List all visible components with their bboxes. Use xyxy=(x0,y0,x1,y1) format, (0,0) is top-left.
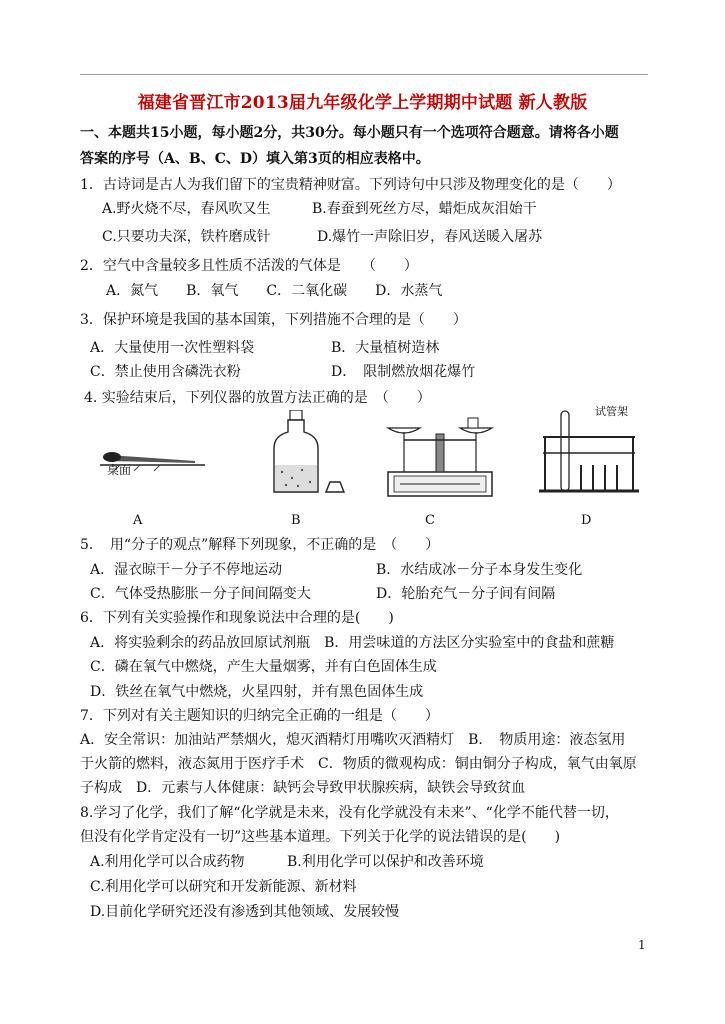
q7-stem: 7．下列对有关主题知识的归纳完全正确的一组是（ ） xyxy=(80,708,439,724)
q5-option-d: D．轮胎充气－分子间有间隔 xyxy=(376,586,556,602)
figure-label-c: C xyxy=(425,513,435,528)
q3-stem: 3．保护环境是我国的基本国策，下列措施不合理的是（ ） xyxy=(80,312,467,328)
q5-option-b: B．水结成冰－分子本身发生变化 xyxy=(376,562,583,578)
q5-option-c: C．气体受热膨胀－分子间间隔变大 xyxy=(90,586,311,602)
q7-line1: A．安全常识：加油站严禁烟火，熄灭酒精灯用嘴吹灭酒精灯 B． 物质用途：液态氢用 xyxy=(80,732,626,748)
q1-stem: 1．古诗词是古人为我们留下的宝贵精神财富。下列诗句中只涉及物理变化的是（ ） xyxy=(80,177,621,193)
q5-stem: 5． 用“分子的观点”解释下列现象，不正确的是 （ ） xyxy=(80,537,440,553)
q1-option-b: B.春蚕到死丝方尽，蜡炬成灰泪始干 xyxy=(312,201,537,217)
q1-option-c: C.只要功夫深，铁杵磨成针 xyxy=(102,229,271,245)
q7-line2: 于火箭的燃料，液态氮用于医疗手术 C．物质的微观构成：铜由铜分子构成，氧气由氧原 xyxy=(80,756,637,772)
figure-a-table-label: 桌面 xyxy=(107,463,132,477)
q2-stem: 2．空气中含量较多且性质不活泼的气体是 （ ） xyxy=(80,258,418,274)
q3-option-d: D． 限制燃放烟花爆竹 xyxy=(331,364,476,380)
figure-label-b: B xyxy=(291,513,301,528)
figure-d-test-tube-rack xyxy=(535,405,645,500)
figure-label-a: A xyxy=(133,513,143,528)
q8-line1: 8.学习了化学，我们了解“化学就是未来，没有化学就没有未来”、“化学不能代替一切， xyxy=(80,805,619,821)
section-instructions-line2: 答案的序号（A、B、C、D）填入第3页的相应表格中。 xyxy=(80,151,430,167)
q7-line3: 子构成 D．元素与人体健康：缺钙会导致甲状腺疾病，缺铁会导致贫血 xyxy=(80,780,526,796)
q4-stem: 4. 实验结束后，下列仪器的放置方法正确的是 （ ） xyxy=(84,390,431,406)
header-rule xyxy=(80,74,648,75)
q8-option-a: A.利用化学可以合成药物 xyxy=(90,854,245,870)
q1-option-d: D.爆竹一声除旧岁，春风送暖入屠苏 xyxy=(317,229,543,245)
figure-d-rack-label: 试管架 xyxy=(595,405,628,418)
q6-stem: 6．下列有关实验操作和现象说法中合理的是( ) xyxy=(80,610,394,626)
section-instructions-line1: 一、本题共15小题，每小题2分，共30分。每小题只有一个选项符合题意。请将各小题 xyxy=(80,125,619,141)
q5-option-a: A．湿衣晾干－分子不停地运动 xyxy=(90,562,283,578)
q3-option-b: B．大量植树造林 xyxy=(331,340,440,356)
q2-options: A．氮气 B．氧气 C．二氧化碳 D．水蒸气 xyxy=(106,283,443,299)
q1-option-a: A.野火烧不尽，春风吹又生 xyxy=(102,201,271,217)
q8-line2: 但没有化学肯定没有一切”这些基本道理。下列关于化学的说法错误的是( ) xyxy=(80,829,561,845)
q6-option-d: D．铁丝在氧气中燃烧，火星四射，并有黑色固体生成 xyxy=(90,684,424,700)
page-title: 福建省晋江市2013届九年级化学上学期期中试题 新人教版 xyxy=(137,93,588,113)
figure-c-balance xyxy=(380,410,500,500)
figure-b-reagent-bottle xyxy=(270,410,350,500)
q8-option-c: C.利用化学可以研究和开发新能源、新材料 xyxy=(90,879,357,895)
q6-option-c: C．磷在氧气中燃烧，产生大量烟雾，并有白色固体生成 xyxy=(90,659,437,675)
q4-figures xyxy=(95,405,655,530)
q6-options-ab: A．将实验剩余的药品放回原试剂瓶 B．用尝味道的方法区分实验室中的食盐和蔗糖 xyxy=(90,635,615,651)
figure-label-d: D xyxy=(581,513,592,528)
q3-option-c: C．禁止使用含磷洗衣粉 xyxy=(90,364,241,380)
page-number: 1 xyxy=(638,938,646,952)
q8-option-b: B.利用化学可以保护和改善环境 xyxy=(287,854,484,870)
q3-option-a: A．大量使用一次性塑料袋 xyxy=(90,340,255,356)
q8-option-d: D.目前化学研究还没有渗透到其他领域、发展较慢 xyxy=(90,904,400,920)
